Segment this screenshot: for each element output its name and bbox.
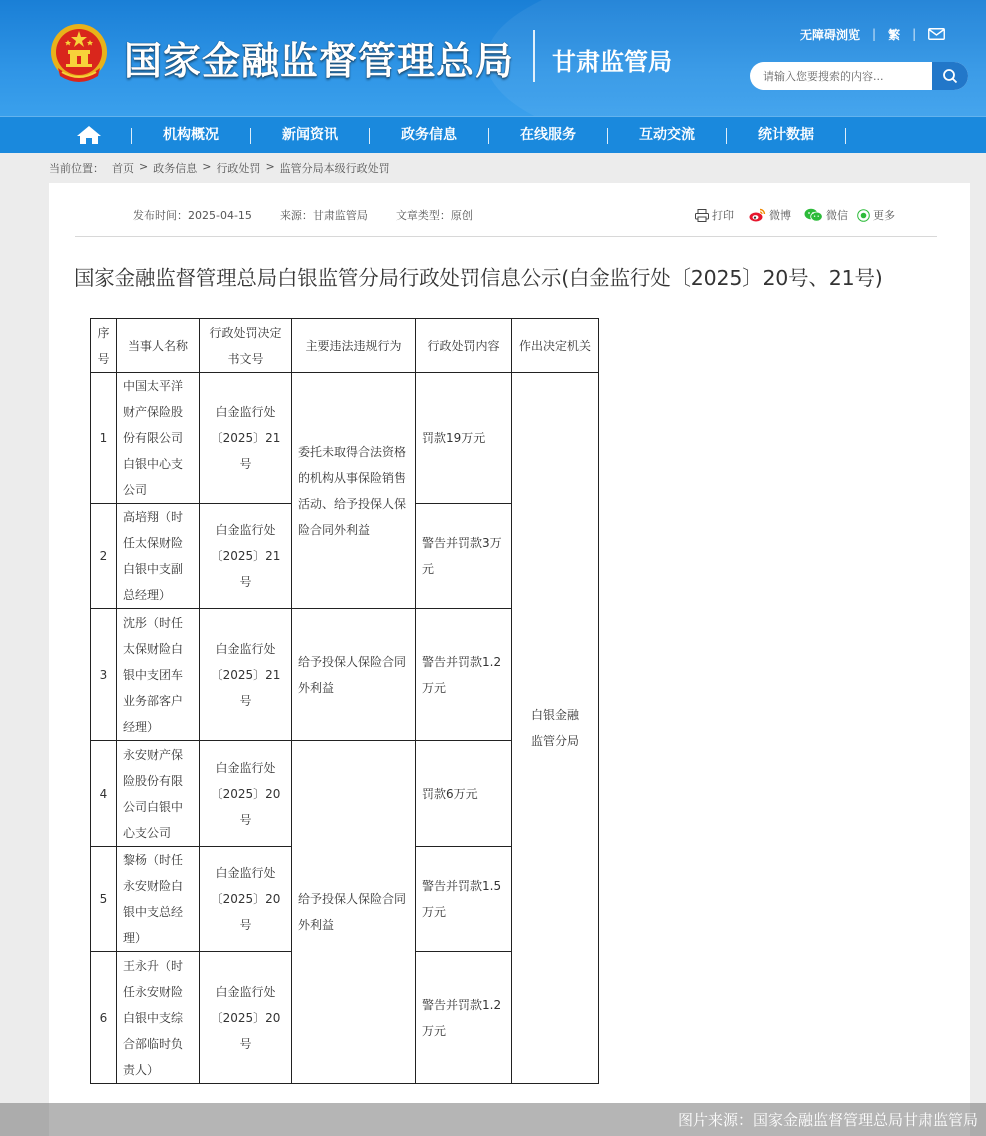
nav-separator	[131, 128, 132, 144]
breadcrumb-item-home[interactable]: 首页	[112, 162, 134, 175]
nav-item-statistics[interactable]: 统计数据	[758, 127, 814, 143]
nav-separator	[488, 128, 489, 144]
table-header-cell: 主要违法违规行为	[292, 319, 416, 373]
article-meta	[133, 207, 501, 223]
traditional-chinese-link[interactable]: 繁	[888, 27, 901, 42]
weibo-label: 微博	[769, 209, 791, 222]
image-source-caption-bar	[0, 1103, 986, 1136]
nav-separator	[369, 128, 370, 144]
row-number: 3	[91, 609, 117, 741]
nav-separator	[726, 128, 727, 144]
top-links	[800, 25, 945, 43]
violation: 给予投保人保险合同外利益	[292, 741, 416, 1084]
article-type: 文章类型：原创	[395, 209, 473, 222]
site-header	[0, 0, 986, 116]
penalty-content: 罚款6万元	[416, 741, 512, 847]
nav-item-interaction[interactable]: 互动交流	[639, 127, 695, 143]
decision-number: 白金监行处〔2025〕21号	[200, 609, 292, 741]
nav-separator	[607, 128, 608, 144]
table-header-cell: 当事人名称	[117, 319, 200, 373]
breadcrumb-item-penalty[interactable]: 行政处罚	[216, 162, 261, 175]
row-number: 5	[91, 847, 117, 952]
site-title[interactable]: 国家金融监督管理总局	[124, 39, 515, 83]
table-row	[91, 373, 599, 504]
table-header-cell: 行政处罚内容	[416, 319, 512, 373]
more-share-button[interactable]	[857, 207, 895, 223]
nav-item-about[interactable]: 机构概况	[163, 127, 219, 143]
breadcrumb-separator: >	[265, 160, 275, 173]
penalty-content: 罚款19万元	[416, 373, 512, 504]
weibo-icon	[749, 208, 766, 222]
row-number: 2	[91, 504, 117, 609]
title-divider	[533, 30, 535, 82]
wechat-share-button[interactable]	[804, 207, 848, 223]
decision-number: 白金监行处〔2025〕21号	[200, 373, 292, 504]
breadcrumb-label: 当前位置：	[49, 162, 104, 175]
breadcrumb-item-branch-penalty[interactable]: 监管分局本级行政处罚	[279, 162, 390, 175]
violation: 给予投保人保险合同外利益	[292, 609, 416, 741]
print-label: 打印	[712, 209, 734, 222]
table-header-cell: 作出决定机关	[512, 319, 599, 373]
main-nav	[0, 116, 986, 153]
nav-separator	[845, 128, 846, 144]
penalty-content: 警告并罚款1.2万元	[416, 609, 512, 741]
search-button[interactable]	[932, 62, 968, 90]
party-name: 沈彤（时任太保财险白银中支团车业务部客户经理）	[117, 609, 200, 741]
row-number: 4	[91, 741, 117, 847]
sub-title[interactable]: 甘肃监管局	[552, 48, 672, 76]
nav-separator	[250, 128, 251, 144]
row-number: 6	[91, 952, 117, 1084]
print-button[interactable]	[695, 207, 734, 223]
content-panel	[49, 183, 970, 1136]
print-icon	[695, 209, 709, 222]
decision-number: 白金监行处〔2025〕20号	[200, 952, 292, 1084]
party-name: 王永升（时任永安财险白银中支综合部临时负责人）	[117, 952, 200, 1084]
search-box	[750, 62, 968, 90]
table-header-cell: 序号	[91, 319, 117, 373]
table-header-cell: 行政处罚决定书文号	[200, 319, 292, 373]
nav-item-government-info[interactable]: 政务信息	[401, 127, 457, 143]
table-header-row	[91, 319, 599, 373]
wechat-label: 微信	[826, 209, 848, 222]
decision-number: 白金监行处〔2025〕20号	[200, 741, 292, 847]
breadcrumb-item-government-info[interactable]: 政务信息	[153, 162, 198, 175]
more-icon	[857, 209, 870, 222]
violation: 委托未取得合法资格的机构从事保险销售活动、给予投保人保险合同外利益	[292, 373, 416, 609]
breadcrumb-separator: >	[202, 160, 212, 173]
penalty-content: 警告并罚款3万元	[416, 504, 512, 609]
decision-authority: 白银金融监管分局	[512, 373, 599, 1084]
share-bar	[695, 206, 902, 224]
breadcrumb	[49, 160, 390, 176]
penalty-content: 警告并罚款1.5万元	[416, 847, 512, 952]
party-name: 黎杨（时任永安财险白银中支总经理）	[117, 847, 200, 952]
search-input[interactable]	[750, 62, 932, 90]
divider	[75, 236, 937, 237]
nav-item-news[interactable]: 新闻资讯	[282, 127, 338, 143]
party-name: 永安财产保险股份有限公司白银中心支公司	[117, 741, 200, 847]
weibo-share-button[interactable]	[749, 207, 791, 223]
mail-icon[interactable]	[928, 28, 945, 40]
link-separator: |	[912, 27, 917, 41]
home-icon[interactable]	[75, 125, 103, 145]
article-title: 国家金融监督管理总局白银监管分局行政处罚信息公示(白金监行处〔2025〕20号、21号)	[74, 266, 883, 290]
party-name: 中国太平洋财产保险股份有限公司白银中心支公司	[117, 373, 200, 504]
penalty-content: 警告并罚款1.2万元	[416, 952, 512, 1084]
national-emblem-icon	[48, 22, 110, 86]
article-source: 来源：甘肃监管局	[279, 209, 368, 222]
image-source-caption: 图片来源：国家金融监督管理总局甘肃监管局	[677, 1111, 978, 1129]
nav-item-online-service[interactable]: 在线服务	[520, 127, 576, 143]
more-label: 更多	[873, 209, 895, 222]
publish-time: 发布时间：2025-04-15	[133, 209, 252, 222]
wechat-icon	[804, 208, 823, 222]
breadcrumb-separator: >	[139, 160, 149, 173]
accessibility-link[interactable]: 无障碍浏览	[800, 27, 861, 42]
decision-number: 白金监行处〔2025〕21号	[200, 504, 292, 609]
penalty-table	[90, 318, 599, 1084]
party-name: 高培翔（时任太保财险白银中支副总经理）	[117, 504, 200, 609]
row-number: 1	[91, 373, 117, 504]
link-separator: |	[872, 27, 877, 41]
decision-number: 白金监行处〔2025〕20号	[200, 847, 292, 952]
search-icon	[942, 68, 958, 84]
